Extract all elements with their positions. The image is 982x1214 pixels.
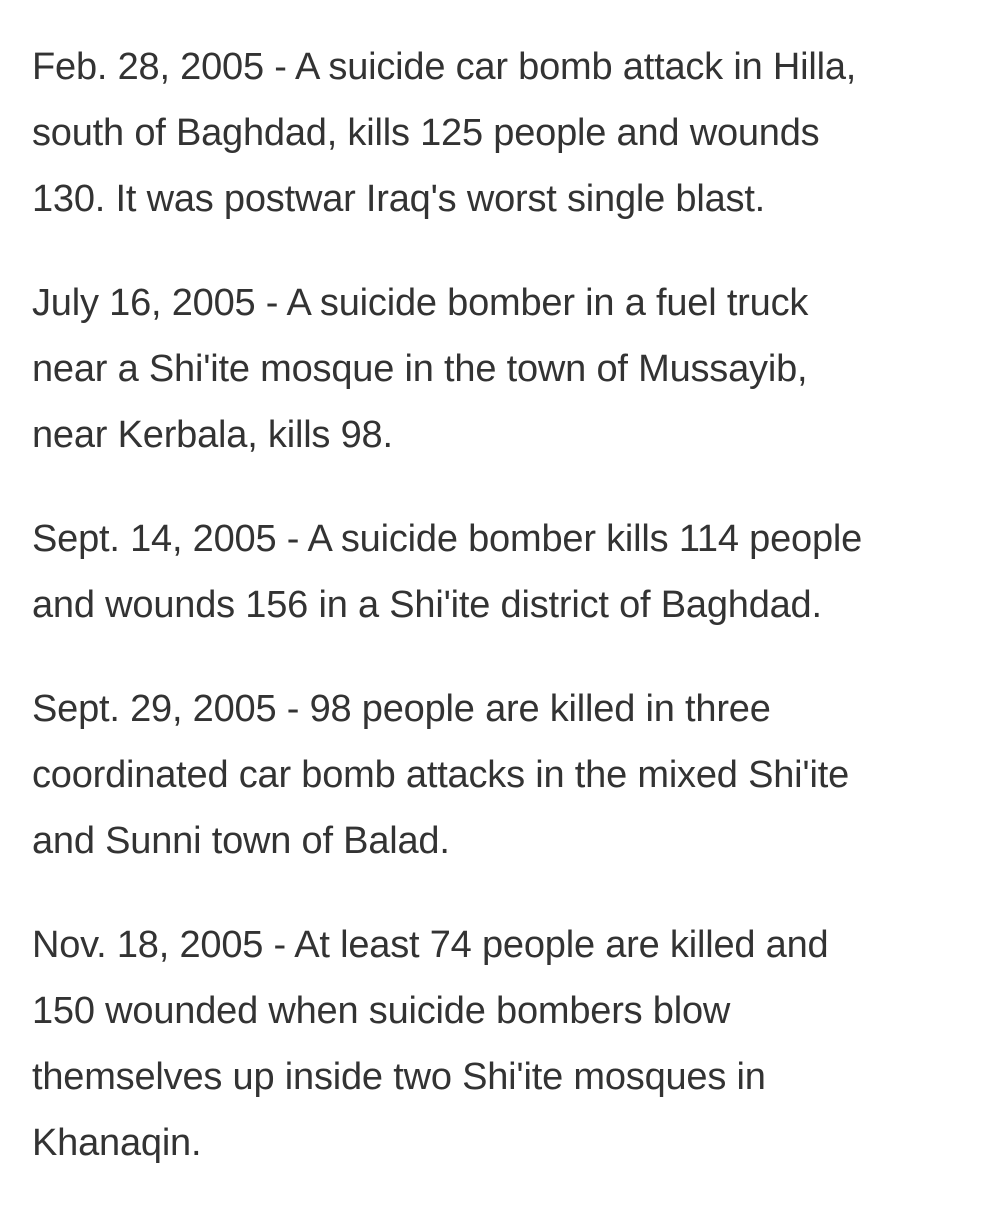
entry-text-line: July 16, 2005 - A suicide bomber in a fuel truck xyxy=(32,282,809,324)
entry-text-line: and wounds 156 in a Shi'ite district of Baghdad. xyxy=(32,584,822,626)
timeline-entry-feb-28-2005 xyxy=(32,34,952,232)
entry-text-line: and Sunni town of Balad. xyxy=(32,820,450,862)
timeline-entry-sep-14-2005 xyxy=(32,506,952,638)
entry-text-line: themselves up inside two Shi'ite mosques in xyxy=(32,1056,766,1098)
entry-text-line: coordinated car bomb attacks in the mixed Shi'ite xyxy=(32,754,849,796)
article-body xyxy=(32,34,952,1214)
entry-text-line: 130. It was postwar Iraq's worst single blast. xyxy=(32,178,766,220)
timeline-entry-sep-29-2005 xyxy=(32,676,952,874)
entry-text-line: near Kerbala, kills 98. xyxy=(32,414,393,456)
timeline-entry-nov-18-2005 xyxy=(32,912,952,1176)
timeline-entry-jul-16-2005 xyxy=(32,270,952,468)
entry-text-line: Khanaqin. xyxy=(32,1122,202,1164)
entry-text-line: near a Shi'ite mosque in the town of Mussayib, xyxy=(32,348,808,390)
entry-text-line: Feb. 28, 2005 - A suicide car bomb attack in Hilla, xyxy=(32,46,857,88)
entry-text-line: Sept. 14, 2005 - A suicide bomber kills 114 people xyxy=(32,518,863,560)
entry-text-line: Sept. 29, 2005 - 98 people are killed in three xyxy=(32,688,771,730)
entry-text-line: Nov. 18, 2005 - At least 74 people are killed and xyxy=(32,924,829,966)
entry-text-line: 150 wounded when suicide bombers blow xyxy=(32,990,731,1032)
entry-text-line: south of Baghdad, kills 125 people and wounds xyxy=(32,112,820,154)
